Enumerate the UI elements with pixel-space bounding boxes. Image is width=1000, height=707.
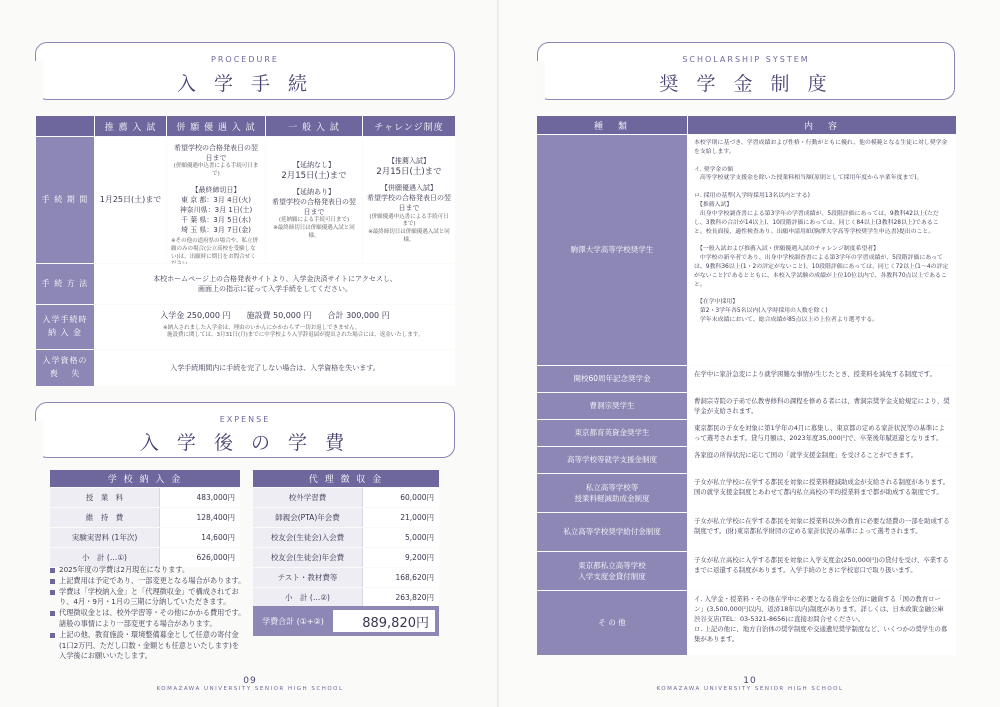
scholarship-description bbox=[688, 474, 956, 512]
row-loss-label: 入学資格の 喪 失 bbox=[36, 350, 94, 386]
scholarship-name: 東京都私立高等学校 入学支度金貸付制度 bbox=[537, 552, 687, 590]
procedure-title-en: PROCEDURE bbox=[211, 55, 279, 64]
col-kind: 種 類 bbox=[537, 116, 687, 134]
method-text: 本校ホームページ上の合格発表サイトより、入学金決済サイトにアクセスし、 画面上の指示に従って入学手続をしてください。 bbox=[95, 264, 455, 304]
col-ippan: 一 般 入 試 bbox=[266, 116, 362, 136]
scholarship-description bbox=[688, 591, 956, 655]
heigan-note1: (併願優遇申込書による手続可日まで) bbox=[173, 163, 259, 177]
ippan-3: 【延納あり】 bbox=[293, 187, 335, 196]
procedure-title-box bbox=[35, 42, 455, 100]
scholarship-description-text: 子女が私立学校に在学する都民を対象に授業料軽減助成金が支給される制度があります。国の就学支援金制度とあわせて都内私立高校の平均授業料まで都が助成する制度です。 bbox=[694, 478, 950, 496]
fee-row bbox=[50, 528, 240, 547]
period-ippan bbox=[266, 137, 362, 263]
scholarship-name: 私立高等学校奨学給付金制度 bbox=[537, 513, 687, 551]
scholarship-description-text: イ. 入学金・授業料・その他在学中に必要となる資金を公的に融資する「国の教育ローン」(3,500,000円以内、返済18年以内)制度があります。詳しくは、日本政策金融公庫渋谷支店(TEL：03-5321-8656)に直接お問合せください。 ロ. 上記の他に、地方自治体の奨学制度や交通遺児奨学制度など、いくつかの奨学生の募集があります。 bbox=[694, 595, 948, 643]
fee-value: 14,600円 bbox=[160, 528, 240, 547]
scholarship-description-text: 曹洞宗寺院の子弟で仏教専修科の課程を修める者には、曹洞宗奨学金支給規定により、奨学金が支給されます。 bbox=[694, 397, 950, 415]
fee-label: 校友会(生徒会)年会費 bbox=[253, 548, 363, 567]
scholarship-name: 高等学校等就学支援金制度 bbox=[537, 447, 687, 473]
fee-row bbox=[253, 488, 439, 507]
fee-row bbox=[253, 568, 439, 587]
ippan-6: ※最終締切日は併願優遇入試と同様。 bbox=[273, 225, 355, 239]
heigan-main: 希望学校の合格発表日の翌日まで bbox=[174, 144, 258, 163]
fee-value: 483,000円 bbox=[160, 488, 240, 507]
period-suisen: 1月25日(土)まで bbox=[95, 137, 166, 263]
scholarship-description-text: 在学中に家計急変により就学困難な事情が生じたとき、授業料を減免する制度です。 bbox=[694, 370, 937, 378]
note-item: 代理徴収金とは、校外学習等・その他にかかる費用です。諸般の事情により一部変更する場合があります。 bbox=[50, 608, 246, 630]
ippan-5: (延納願による手続可日まで) bbox=[278, 217, 350, 224]
scholarship-description-text: 各家庭の所得状況に応じて国の「就学支援金制度」を受けることができます。 bbox=[694, 451, 918, 459]
fee-label: 授 業 料 bbox=[50, 488, 160, 507]
collected-fees-header: 代 理 徴 収 金 bbox=[253, 470, 439, 487]
note-item: 学費は「学校納入金」と「代理徴収金」で構成されており、4月・9月・1月の三期に分納していただきます。 bbox=[50, 587, 246, 609]
scholarship-description-text: 本校学則に基づき、学習成績および性格・行動がともに優れ、他の模範となる生徒に対し奨学金を支給します。 イ. 奨学金の額 高等学校就学支援金を除いた授業料相当額(原則として採用年度から卒業年度まで)。 ロ. 採用の基準(入学時採用13名以内とする) 【推薦入試】 出身中学校調査書による第3学年の学習成績が、5段階評価にあっては、9教科42以上(ただし、3教科の合計が14以上)、10段階評価にあっては、同じく84以上(3教科28以上)であること。校長面接、適性検査あり。出願申請用紙(駒澤大学高等学校奨学生申込書)提出のこと。 【一般入試および推薦入試・併願優遇入試のチャレンジ制度希望者】 中学校の新卒者であり、出身中学校調査書による第3学年の学習成績が、5段階評価にあっては、9教科36以上(1・2の評定がないこと)、10段階評価にあっては、同じく72以上(1〜4の評定がないこと)であるとともに、本校入学試験の成績が上位10位以内で、各教科70点以上であること。 【在学中採用】 第2・3学年各5名以内(入学時採用の人数を除く) 学年末成績において、総合成績が85点以上の上位者より選考する。 bbox=[694, 140, 949, 324]
total-value-text: 889,820円 bbox=[362, 615, 429, 631]
fee-value: 626,000円 bbox=[160, 548, 240, 567]
scholarship-description bbox=[688, 513, 956, 551]
fee-value: 5,000円 bbox=[363, 528, 439, 547]
fee-row bbox=[50, 508, 240, 527]
col-suisen: 推 薦 入 試 bbox=[95, 116, 166, 136]
ch-1: 【推薦入試】 bbox=[388, 156, 430, 165]
fee-label: テスト・教材費等 bbox=[253, 568, 363, 587]
col-content: 内 容 bbox=[688, 116, 956, 134]
fee-row bbox=[253, 588, 439, 607]
scholarship-name: そ の 他 bbox=[537, 591, 687, 655]
scholarship-name: 開校60周年記念奨学金 bbox=[537, 366, 687, 392]
expense-notes bbox=[50, 565, 246, 662]
fee-label: 維 持 費 bbox=[50, 508, 160, 527]
heigan-date-saitama: 埼 玉 県：3月 7日(金) bbox=[180, 226, 252, 235]
fee-label: 校外学習費 bbox=[253, 488, 363, 507]
heigan-final-title: 【最終締切日】 bbox=[191, 185, 241, 194]
fee-label: 校友会(生徒会)入会費 bbox=[253, 528, 363, 547]
row-fee-label: 入学手続時 納 入 金 bbox=[36, 305, 94, 349]
fee-note1: ※納入されました入学金は、理由のいかんにかかわらず一切お返しできません。 bbox=[163, 324, 361, 331]
procedure-title: 入 学 手 続 bbox=[176, 73, 314, 95]
total-value bbox=[333, 610, 435, 632]
ch-3: 【併願優遇入試】 bbox=[381, 184, 437, 193]
note-item: 2025年度の学費は2月現在になります。 bbox=[50, 565, 246, 576]
fee-label: 小 計 (…②) bbox=[253, 588, 363, 607]
fee-row bbox=[253, 548, 439, 567]
loss-text: 入学手続期間内に手続を完了しない場合は、入学資格を失います。 bbox=[95, 350, 455, 386]
fee-value: 21,000円 bbox=[363, 508, 439, 527]
ippan-2: 2月15日(土)まで bbox=[281, 170, 347, 181]
fee-row bbox=[253, 528, 439, 547]
fee-row bbox=[50, 488, 240, 507]
scholarship-description bbox=[688, 366, 956, 392]
ch-5: (併願優遇申込書による手続可日まで) bbox=[369, 213, 449, 228]
fee-value: 9,200円 bbox=[363, 548, 439, 567]
ch-6: ※最終締切日は併願優遇入試と同様。 bbox=[368, 228, 450, 243]
scholarship-description bbox=[688, 135, 956, 365]
page-num: 10 bbox=[743, 676, 757, 686]
note-item: 上記の他、教育施設・環境整備募金として任意の寄付金(1口2万円、ただし口数・金額とも任意といたします)を入学後にお願いいたします。 bbox=[50, 630, 246, 662]
col-challenge: チャレンジ制度 bbox=[363, 116, 455, 136]
procedure-table-corner bbox=[36, 116, 94, 136]
school-name: KOMAZAWA UNIVERSITY SENIOR HIGH SCHOOL bbox=[156, 686, 344, 692]
right-page bbox=[500, 0, 1000, 707]
expense-title-box bbox=[35, 402, 455, 458]
scholarship-name: 曹洞宗奨学生 bbox=[537, 393, 687, 419]
total-label: 学費合計 (①+②) bbox=[262, 616, 324, 626]
fee-note2: 施設費に関しては、3月31日(月)までに中学校より入学辞退届が提出された場合には、返金いたします。 bbox=[167, 332, 424, 339]
fee-label: 実験実習料 (1年次) bbox=[50, 528, 160, 547]
ch-2: 2月15日(土)まで bbox=[376, 166, 442, 177]
scholarship-name: 東京都育英資金奨学生 bbox=[537, 420, 687, 446]
col-heigan: 併 願 優 遇 入 試 bbox=[167, 116, 265, 136]
fee-value: 60,000円 bbox=[363, 488, 439, 507]
page-num: 09 bbox=[243, 676, 257, 686]
fee-label: 小 計 (…①) bbox=[50, 548, 160, 567]
fee-cell bbox=[95, 305, 455, 349]
scholarship-description bbox=[688, 420, 956, 446]
heigan-date-tokyo: 東 京 都：3月 4日(火) bbox=[180, 195, 252, 204]
scholarship-description-text: 東京都民の子女を対象に第1学年の4月に募集し、東京都の定める家計状況等の基準によって選考されます。貸与月額は、2023年度35,000円で、卒業後年賦返還となります。 bbox=[694, 424, 945, 442]
fee-row bbox=[253, 508, 439, 527]
fee-label: 師親会(PTA)年会費 bbox=[253, 508, 363, 527]
fee-value: 263,820円 bbox=[363, 588, 439, 607]
fee-value: 128,400円 bbox=[160, 508, 240, 527]
total-box bbox=[253, 606, 439, 636]
scholarship-description-text: 子女が私立学校に在学する都民を対象に授業料以外の教育に必要な経費の一部を助成する制度です。(財)東京都私学財団の定める家計状況の基準によって選考されます。 bbox=[694, 517, 950, 535]
scholarship-description-text: 子女が私立高校に入学する都民を対象に入学支度金(250,000円)の貸付を受け、卒業するまでに返還する制度があります。入学手続のときに学校窓口で取り扱います。 bbox=[694, 556, 949, 574]
expense-title-en: EXPENSE bbox=[219, 415, 271, 424]
school-name: KOMAZAWA UNIVERSITY SENIOR HIGH SCHOOL bbox=[656, 686, 844, 692]
row-period-label: 手 続 期 間 bbox=[36, 137, 94, 263]
period-challenge bbox=[363, 137, 455, 263]
ch-4: 希望学校の合格発表日の翌日まで bbox=[367, 194, 451, 213]
school-fees-header: 学 校 納 入 金 bbox=[50, 470, 240, 487]
row-method-label: 手 続 方 法 bbox=[36, 264, 94, 304]
heigan-date-chiba: 千 葉 県：3月 5日(水) bbox=[180, 216, 252, 225]
ippan-4: 希望学校の合格発表日の翌日まで bbox=[272, 198, 356, 217]
expense-title: 入 学 後 の 学 費 bbox=[139, 432, 351, 454]
scholarship-title-box bbox=[537, 42, 955, 100]
page-number-left bbox=[150, 676, 350, 692]
note-item: 上記費用は予定であり、一部変更となる場合があります。 bbox=[50, 576, 246, 587]
heigan-note2: ※その他の道府県の場合や、私立併願のみの場合(公立高校を受験しない)は、出願時に期日をお問合せく bbox=[171, 238, 258, 260]
scholarship-description bbox=[688, 552, 956, 590]
scholarship-description bbox=[688, 447, 956, 473]
scholarship-title: 奨 学 金 制 度 bbox=[659, 73, 833, 95]
heigan-date-kanagawa: 神奈川県：3月 1日(土) bbox=[179, 205, 253, 214]
scholarship-name: 駒澤大学高等学校奨学生 bbox=[537, 135, 687, 365]
scholarship-title-en: SCHOLARSHIP SYSTEM bbox=[682, 55, 810, 64]
page-number-right bbox=[650, 676, 850, 692]
scholarship-name: 私立高等学校等 授業料軽減助成金制度 bbox=[537, 474, 687, 512]
fee-line: 入学金 250,000 円 施設費 50,000 円 合計 300,000 円 bbox=[160, 311, 390, 320]
ippan-1: 【延納なし】 bbox=[293, 160, 335, 169]
period-heigan bbox=[167, 137, 265, 263]
scholarship-description bbox=[688, 393, 956, 419]
fee-value: 168,620円 bbox=[363, 568, 439, 587]
